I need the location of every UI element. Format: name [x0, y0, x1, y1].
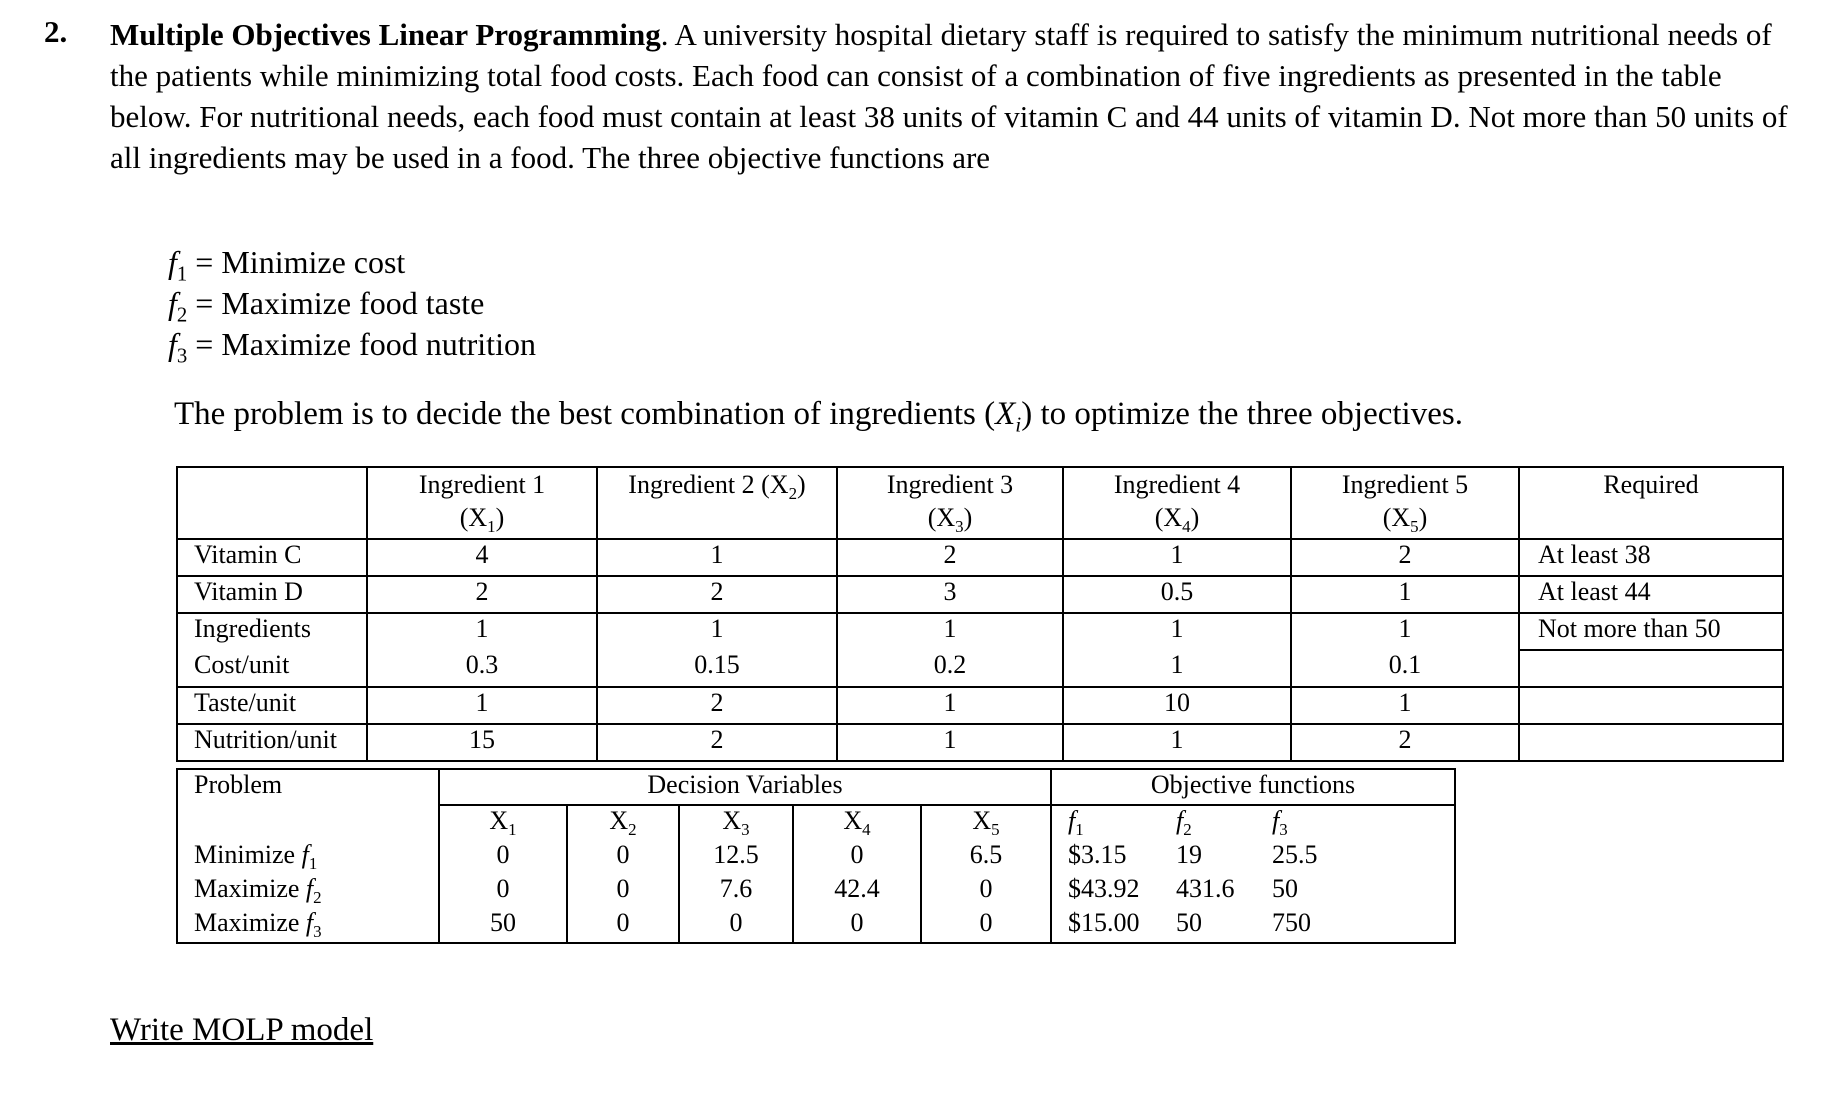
row-label: Cost/unit: [177, 650, 367, 687]
objective-list: [168, 242, 536, 368]
problem-header: Problem: [177, 769, 439, 805]
problem-statement: [110, 14, 1800, 178]
row-label: Nutrition/unit: [177, 724, 367, 761]
results-table: [176, 768, 1456, 944]
problem-description: . A university hospital dietary staff is required to satisfy the minimum nutritional needs of the patients while minimizing total food costs. Each food can consist of a combination of five ingredients as presented in the table below. For nutritional needs, each food must contain at least 38 units of vitamin C and 44 units of vitamin D. Not more than 50 units of all ingredients may be used in a food. The three objective functions are: [110, 17, 1788, 175]
table-cell: 1: [1063, 613, 1291, 650]
table-cell: 15: [367, 724, 597, 761]
table-row: [177, 840, 1455, 874]
row-label: Vitamin D: [177, 576, 367, 613]
empty-header-cell: [177, 467, 367, 539]
table-cell: 1: [837, 724, 1063, 761]
required-cell: At least 38: [1519, 539, 1783, 576]
header-ingredient-5: Ingredient 5 $(X_5)$: [1291, 467, 1519, 539]
table-cell: 50: [439, 908, 567, 943]
table-cell: 3: [837, 576, 1063, 613]
table-cell: 1: [837, 613, 1063, 650]
table-cell: 0: [921, 874, 1051, 908]
var-header-x4: $X_4$: [793, 805, 921, 840]
table-row: [177, 539, 1783, 576]
table-cell: 7.6: [679, 874, 793, 908]
objective-values-cell: $43.92 431.6 50: [1051, 874, 1455, 908]
table-cell: 4: [367, 539, 597, 576]
required-cell: [1519, 650, 1783, 687]
required-cell: [1519, 724, 1783, 761]
table-cell: 0: [793, 908, 921, 943]
table-cell: 0: [567, 840, 679, 874]
table-cell: 12.5: [679, 840, 793, 874]
var-header-x3: $X_3$: [679, 805, 793, 840]
table-cell: 1: [597, 613, 837, 650]
write-molp-model-prompt: Write MOLP model: [110, 1012, 374, 1048]
decision-statement: The problem is to decide the best combination of ingredients $(X_i)$ to optimize the three objectives.: [174, 396, 1463, 437]
header-ingredient-4: Ingredient 4 $(X_4)$: [1063, 467, 1291, 539]
table-row: [177, 687, 1783, 724]
objective-3: $f_3$ = Maximize food nutrition: [168, 326, 536, 368]
table-cell: 0.15: [597, 650, 837, 687]
row-label: Maximize $f_3$: [177, 908, 439, 943]
decision-variables-header: Decision Variables: [439, 769, 1051, 805]
results-header-row: [177, 769, 1455, 805]
problem-number: 2.: [44, 14, 68, 49]
row-label: Ingredients: [177, 613, 367, 650]
objective-2: $f_2$ = Maximize food taste: [168, 285, 485, 327]
table-cell: 0: [567, 908, 679, 943]
objective-functions-header: Objective functions: [1051, 769, 1455, 805]
table-cell: 1: [1063, 650, 1291, 687]
table-row: [177, 576, 1783, 613]
table-cell: 2: [1291, 724, 1519, 761]
table-cell: 2: [597, 576, 837, 613]
table-row: [177, 874, 1455, 908]
header-ingredient-2: Ingredient 2 $(X_2)$: [597, 467, 837, 539]
table-row: [177, 908, 1455, 943]
table-cell: 2: [597, 687, 837, 724]
problem-title: Multiple Objectives Linear Programming: [110, 17, 661, 52]
var-header-x5: $X_5$: [921, 805, 1051, 840]
table-cell: 0: [439, 874, 567, 908]
table-row: [177, 613, 1783, 650]
objective-1: $f_1$ = Minimize cost: [168, 244, 406, 286]
table-cell: 1: [837, 687, 1063, 724]
table-cell: 1: [367, 687, 597, 724]
row-label: Taste/unit: [177, 687, 367, 724]
ingredients-table: [176, 466, 1784, 762]
header-ingredient-1: Ingredient 1 $(X_1)$: [367, 467, 597, 539]
table-cell: 0.3: [367, 650, 597, 687]
table-cell: 2: [837, 539, 1063, 576]
table-cell: 10: [1063, 687, 1291, 724]
variable-header-row: [177, 805, 1455, 840]
var-header-x2: $X_2$: [567, 805, 679, 840]
table-cell: 0: [679, 908, 793, 943]
table-cell: 0: [439, 840, 567, 874]
table-cell: 0: [793, 840, 921, 874]
required-cell: Not more than 50: [1519, 613, 1783, 650]
table-cell: 42.4: [793, 874, 921, 908]
row-label: Minimize $f_1$: [177, 840, 439, 874]
objective-values-cell: $15.00 50 750: [1051, 908, 1455, 943]
table-cell: 0.5: [1063, 576, 1291, 613]
table-row: [177, 724, 1783, 761]
table-cell: 2: [597, 724, 837, 761]
required-cell: At least 44: [1519, 576, 1783, 613]
table-cell: 1: [367, 613, 597, 650]
table-cell: 1: [1291, 687, 1519, 724]
required-cell: [1519, 687, 1783, 724]
row-label: Maximize $f_2$: [177, 874, 439, 908]
table-cell: 1: [597, 539, 837, 576]
table-cell: 0: [921, 908, 1051, 943]
objective-header-cell: $f_1$ $f_2$ $f_3$: [1051, 805, 1455, 840]
table-header-row: [177, 467, 1783, 539]
objective-values-cell: $3.15 19 25.5: [1051, 840, 1455, 874]
empty-header-cell: [177, 805, 439, 840]
table-cell: 1: [1063, 539, 1291, 576]
row-label: Vitamin C: [177, 539, 367, 576]
header-ingredient-3: Ingredient 3 $(X_3)$: [837, 467, 1063, 539]
table-cell: 0: [567, 874, 679, 908]
table-row: [177, 650, 1783, 687]
table-cell: 1: [1063, 724, 1291, 761]
header-required: Required: [1519, 467, 1783, 539]
var-header-x1: $X_1$: [439, 805, 567, 840]
table-cell: 2: [1291, 539, 1519, 576]
table-cell: 0.2: [837, 650, 1063, 687]
table-cell: 1: [1291, 576, 1519, 613]
table-cell: 6.5: [921, 840, 1051, 874]
table-cell: 0.1: [1291, 650, 1519, 687]
table-cell: 1: [1291, 613, 1519, 650]
table-cell: 2: [367, 576, 597, 613]
